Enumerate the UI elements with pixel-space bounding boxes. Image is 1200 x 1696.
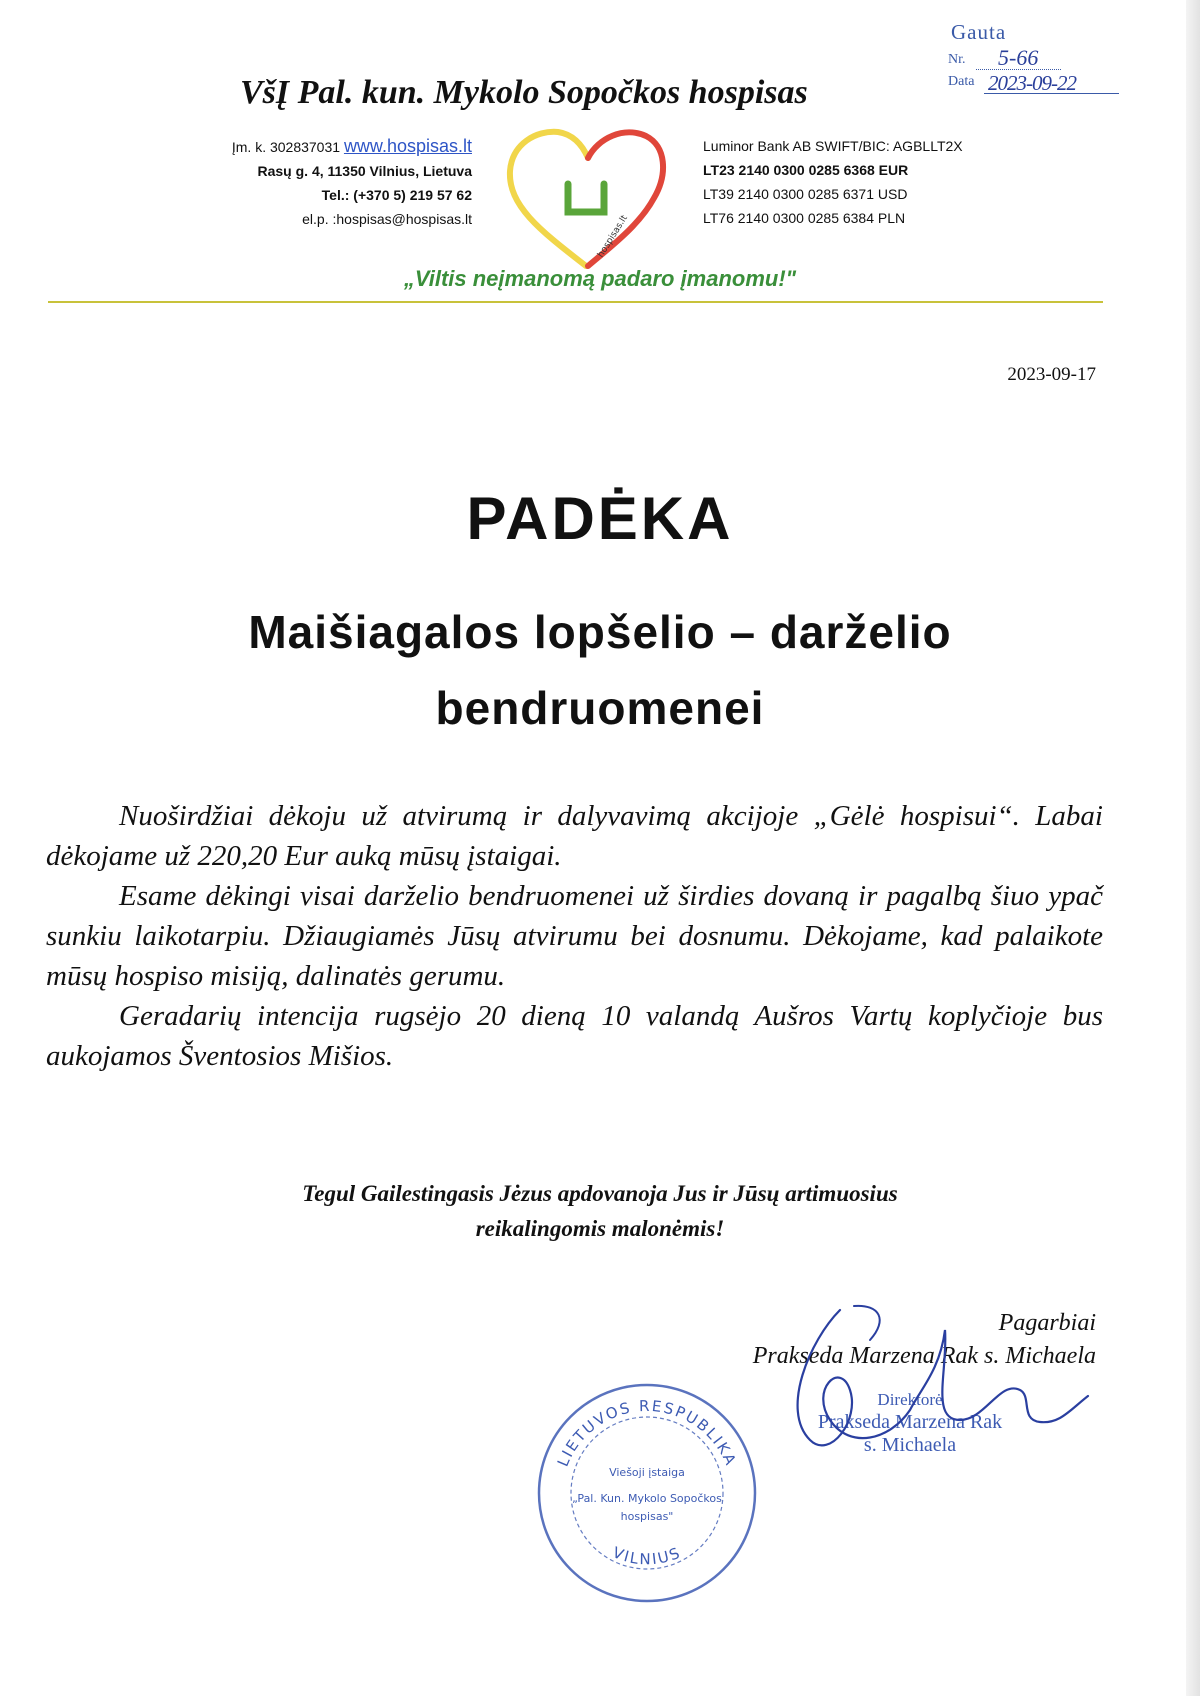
registration-date-label: Data (948, 74, 975, 89)
header-divider (48, 301, 1103, 303)
iban-eur: LT23 2140 0300 0285 6368 EUR (703, 162, 909, 178)
company-code-line (170, 134, 472, 159)
company-code: Įm. k. 302837031 (231, 139, 341, 155)
blessing-line-2: reikalingomis malonėmis! (475, 1216, 725, 1241)
letter-body (46, 796, 1103, 1076)
stamp-inner-line-2: „Pal. Kun. Mykolo Sopočkos (572, 1492, 722, 1505)
page-edge (1186, 0, 1200, 1696)
registration-stamp-title: Gauta (951, 20, 1007, 44)
iban-pln: LT76 2140 0300 0285 6384 PLN (703, 210, 906, 226)
registration-date: 2023-09-22 (988, 71, 1076, 95)
document-date: 2023-09-17 (1007, 364, 1096, 385)
director-suffix: s. Michaela (863, 1434, 957, 1456)
address: Rasų g. 4, 11350 Vilnius, Lietuva (257, 163, 472, 179)
blessing (0, 1176, 1200, 1246)
motto: „Viltis neįmanomą padaro įmanomu!" (403, 266, 797, 291)
body-paragraph-2: Esame dėkingi visai darželio bendruomenei už širdies dovaną ir pagalbą šiuo ypač sunkiu laikotarpiu. Džiaugiamės Jūsų atvirumu bei dosnumu. Dėkojame, kad palaikote mūsų hospiso misiją, dalinatės gerumu. (46, 880, 1103, 992)
document-title: PADĖKA (466, 485, 734, 552)
stamp-inner-line-3: hospisas" (620, 1510, 674, 1523)
stamp-inner-line-1: Viešoji įstaiga (609, 1466, 685, 1479)
bank-details (703, 134, 963, 230)
heart-logo (506, 126, 668, 276)
recipient-line-2: bendruomenei (435, 682, 765, 734)
registration-number-label: Nr. (948, 52, 966, 67)
body-paragraph-3: Geradarių intencija rugsėjo 20 dieną 10 valandą Aušros Vartų koplyčioje bus aukojamos Šventosios Mišios. (46, 1000, 1103, 1072)
body-paragraph-1: Nuoširdžiai dėkoju už atvirumą ir dalyvavimą akcijoje „Gėlė hospisui“. Labai dėkojame už 220,20 Eur auką mūsų įstaigai. (46, 800, 1103, 872)
handwritten-signature (770, 1300, 1110, 1460)
director-role: Direktorė (877, 1390, 943, 1409)
stamp-outer-top-text: LIETUVOS RESPUBLIKA (553, 1396, 741, 1470)
recipient-heading (80, 594, 1120, 746)
bank-name: Luminor Bank AB SWIFT/BIC: AGBLLT2X (703, 138, 963, 154)
recipient-line-1: Maišiagalos lopšelio – darželio (248, 606, 952, 658)
logo-text: hospisas.lt (596, 213, 630, 260)
organization-round-stamp (532, 1378, 762, 1608)
website-link[interactable]: www.hospisas.lt (343, 136, 472, 156)
registration-stamp (948, 20, 1123, 102)
organization-name: VšĮ Pal. kun. Mykolo Sopočkos hospisas (240, 74, 808, 111)
closing: Pagarbiai (998, 1310, 1096, 1336)
iban-usd: LT39 2140 0300 0285 6371 USD (703, 186, 908, 202)
signer-name: Prakseda Marzena Rak s. Michaela (752, 1343, 1096, 1369)
phone: Tel.: (+370 5) 219 57 62 (321, 187, 472, 203)
email: el.p. :hospisas@hospisas.lt (302, 211, 472, 227)
registration-number: 5-66 (998, 45, 1039, 70)
blessing-line-1: Tegul Gailestingasis Jėzus apdovanoja Jus ir Jūsų artimuosius (302, 1181, 898, 1206)
contact-block (170, 134, 472, 231)
director-name: Prakseda Marzena Rak (817, 1411, 1003, 1433)
stamp-outer-bottom-text: VILNIUS (610, 1543, 684, 1569)
